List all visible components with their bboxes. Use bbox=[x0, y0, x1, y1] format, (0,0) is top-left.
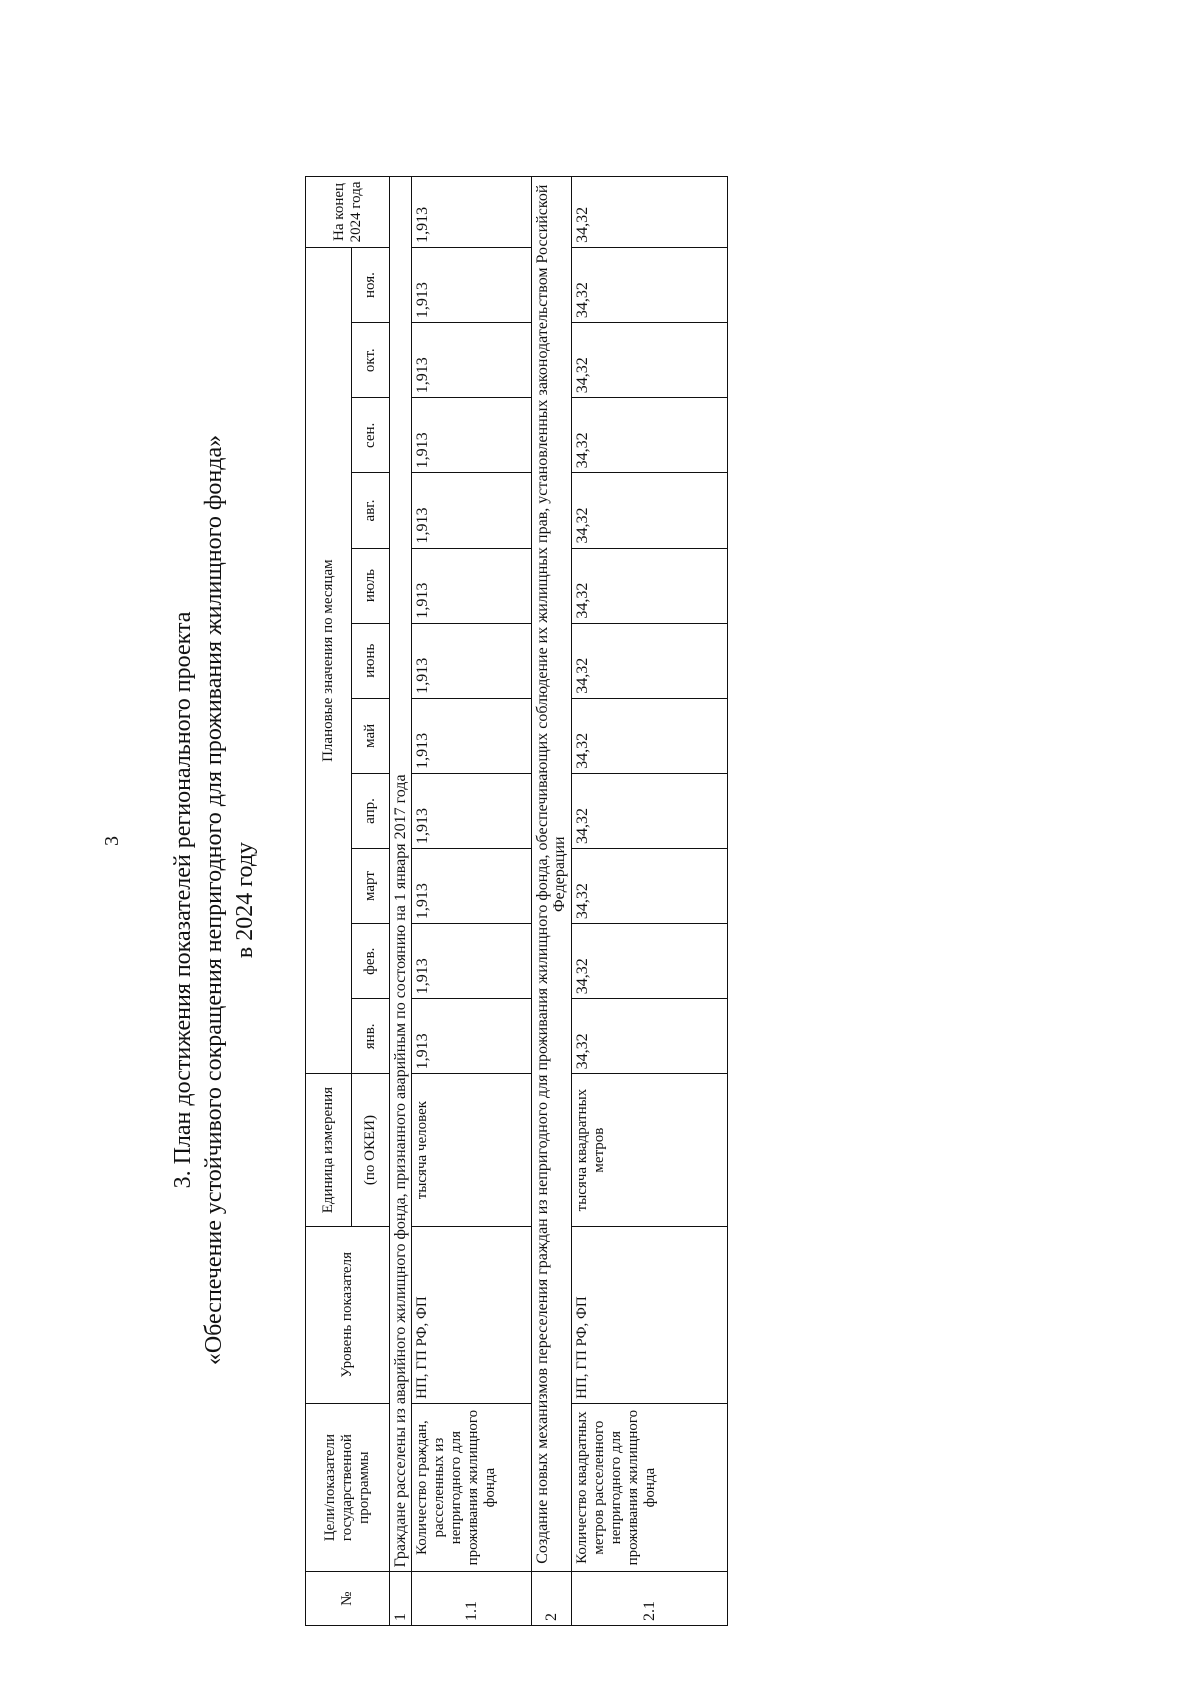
row-value: 34,32 bbox=[572, 323, 728, 398]
header-month: авг. bbox=[352, 473, 390, 548]
row-value: 34,32 bbox=[572, 548, 728, 623]
row-value: 34,32 bbox=[572, 247, 728, 322]
indicator-table bbox=[305, 176, 728, 1626]
header-month: сен. bbox=[352, 398, 390, 473]
header-month: ноя. bbox=[352, 247, 390, 322]
header-month: май bbox=[352, 698, 390, 773]
title-line-2: «Обеспечение устойчивого сокращения непригодного для проживания жилищного фонда» bbox=[201, 434, 227, 1366]
header-month: окт. bbox=[352, 323, 390, 398]
header-num: № bbox=[306, 1572, 390, 1626]
row-value: 1,913 bbox=[412, 323, 532, 398]
header-unit-sub: (по ОКЕИ) bbox=[352, 1074, 390, 1226]
section-row bbox=[390, 177, 412, 1626]
row-value: 1,913 bbox=[412, 623, 532, 698]
row-goal: Количество квадратных метров расселенного непригодного для проживания жилищного фонда bbox=[572, 1403, 728, 1571]
header-unit-group: Единица измерения bbox=[306, 1074, 352, 1226]
row-level: НП, ГП РФ, ФП bbox=[412, 1226, 532, 1403]
row-year-end: 34,32 bbox=[572, 177, 728, 248]
section-num: 1 bbox=[390, 1572, 412, 1626]
row-value: 34,32 bbox=[572, 698, 728, 773]
row-value: 1,913 bbox=[412, 849, 532, 924]
title-line-1: 3. План достижения показателей регионального проекта bbox=[170, 611, 196, 1189]
header-month: июнь bbox=[352, 623, 390, 698]
rotated-sheet bbox=[168, 150, 888, 1650]
row-value: 1,913 bbox=[412, 773, 532, 848]
row-value: 1,913 bbox=[412, 999, 532, 1074]
row-value: 34,32 bbox=[572, 398, 728, 473]
row-num: 1.1 bbox=[412, 1572, 532, 1626]
row-value: 34,32 bbox=[572, 773, 728, 848]
section-text: Создание новых механизмов переселения граждан из непригодного для проживания жилищного фонда, обеспечивающих соблюдение их жилищных прав, установленных законодательством Российской Федерации bbox=[532, 177, 572, 1572]
indicator-table-wrapper bbox=[305, 176, 870, 1626]
row-num: 2.1 bbox=[572, 1572, 728, 1626]
header-month: июль bbox=[352, 548, 390, 623]
header-month: фев. bbox=[352, 924, 390, 999]
row-value: 1,913 bbox=[412, 398, 532, 473]
row-value: 1,913 bbox=[412, 247, 532, 322]
table-row bbox=[412, 177, 532, 1626]
row-value: 34,32 bbox=[572, 999, 728, 1074]
header-goal: Цели/показатели государственной программы bbox=[306, 1403, 390, 1571]
row-value: 1,913 bbox=[412, 548, 532, 623]
section-num: 2 bbox=[532, 1572, 572, 1626]
header-level: Уровень показателя bbox=[306, 1226, 390, 1403]
row-value: 1,913 bbox=[412, 698, 532, 773]
document-title bbox=[168, 150, 296, 1650]
row-value: 34,32 bbox=[572, 924, 728, 999]
page-number: 3 bbox=[101, 836, 123, 846]
row-value: 34,32 bbox=[572, 623, 728, 698]
row-value: 34,32 bbox=[572, 849, 728, 924]
row-unit: тысяча человек bbox=[412, 1074, 532, 1226]
header-year-end: На конец 2024 года bbox=[306, 177, 390, 248]
row-value: 1,913 bbox=[412, 473, 532, 548]
row-value: 1,913 bbox=[412, 924, 532, 999]
header-plan-group: Плановые значения по месяцам bbox=[306, 247, 352, 1074]
section-text: Граждане расселены из аварийного жилищного фонда, признанного аварийным по состоянию на 1 января 2017 года bbox=[390, 177, 412, 1572]
title-line-3: в 2024 году bbox=[232, 841, 258, 959]
header-month: янв. bbox=[352, 999, 390, 1074]
header-month: апр. bbox=[352, 773, 390, 848]
section-row bbox=[532, 177, 572, 1626]
row-goal: Количество граждан, расселенных из непригодного для проживания жилищного фонда bbox=[412, 1403, 532, 1571]
header-month: март bbox=[352, 849, 390, 924]
row-unit: тысяча квадратных метров bbox=[572, 1074, 728, 1226]
row-value: 34,32 bbox=[572, 473, 728, 548]
row-level: НП, ГП РФ, ФП bbox=[572, 1226, 728, 1403]
row-year-end: 1,913 bbox=[412, 177, 532, 248]
table-row bbox=[572, 177, 728, 1626]
